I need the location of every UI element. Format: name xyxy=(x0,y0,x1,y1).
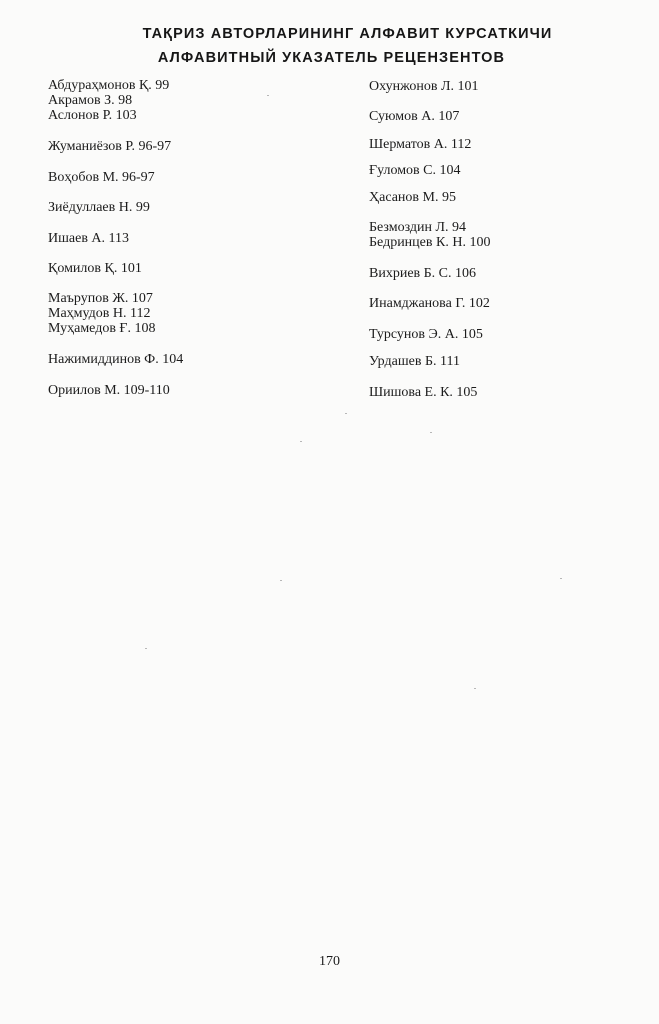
list-item: Вихриев Б. С. 106 xyxy=(369,266,477,281)
list-item: Воҳобов М. 96-97 xyxy=(48,170,155,185)
list-item: Жуманиёзов Р. 96-97 xyxy=(48,139,172,154)
scan-speck xyxy=(474,688,476,689)
list-item: Қомилов Қ. 101 xyxy=(48,261,142,276)
list-item: Муҳамедов Ғ. 108 xyxy=(48,321,156,336)
scan-speck xyxy=(430,432,432,433)
list-item: Турсунов Э. А. 105 xyxy=(369,327,483,342)
scan-speck xyxy=(145,648,147,649)
page-number: 170 xyxy=(319,954,340,969)
scan-speck xyxy=(267,95,269,96)
scan-speck xyxy=(345,413,347,414)
list-item: Аслонов Р. 103 xyxy=(48,108,137,123)
list-item: Бедринцев К. Н. 100 xyxy=(369,235,491,250)
page-title-russian: АЛФАВИТНЫЙ УКАЗАТЕЛЬ РЕЦЕНЗЕНТОВ xyxy=(157,50,506,66)
list-item: Инамджанова Г. 102 xyxy=(369,296,490,311)
list-item: Акрамов З. 98 xyxy=(48,93,133,108)
list-item: Зиёдуллаев Н. 99 xyxy=(48,200,150,215)
list-item: Ғуломов С. 104 xyxy=(369,163,461,178)
page-title-uzbek: ТАҚРИЗ АВТОРЛАРИНИНГ АЛФАВИТ КУРСАТКИЧИ xyxy=(142,26,553,42)
list-item: Урдашев Б. 111 xyxy=(369,354,460,369)
list-item: Шерматов А. 112 xyxy=(369,137,472,152)
list-item: Нажимиддинов Ф. 104 xyxy=(48,352,184,367)
list-item: Шишова Е. К. 105 xyxy=(369,385,478,400)
scan-speck xyxy=(280,580,282,581)
list-item: Маърупов Ж. 107 xyxy=(48,291,153,306)
list-item: Ориилов М. 109-110 xyxy=(48,383,170,398)
list-item: Абдураҳмонов Қ. 99 xyxy=(48,78,170,93)
list-item: Ишаев А. 113 xyxy=(48,231,130,246)
scan-speck xyxy=(300,441,302,442)
list-item: Маҳмудов Н. 112 xyxy=(48,306,151,321)
list-item: Суюмов А. 107 xyxy=(369,109,460,124)
list-item: Безмоздин Л. 94 xyxy=(369,220,466,235)
list-item: Охунжонов Л. 101 xyxy=(369,79,479,94)
scan-speck xyxy=(560,578,562,579)
list-item: Ҳасанов М. 95 xyxy=(369,190,456,205)
